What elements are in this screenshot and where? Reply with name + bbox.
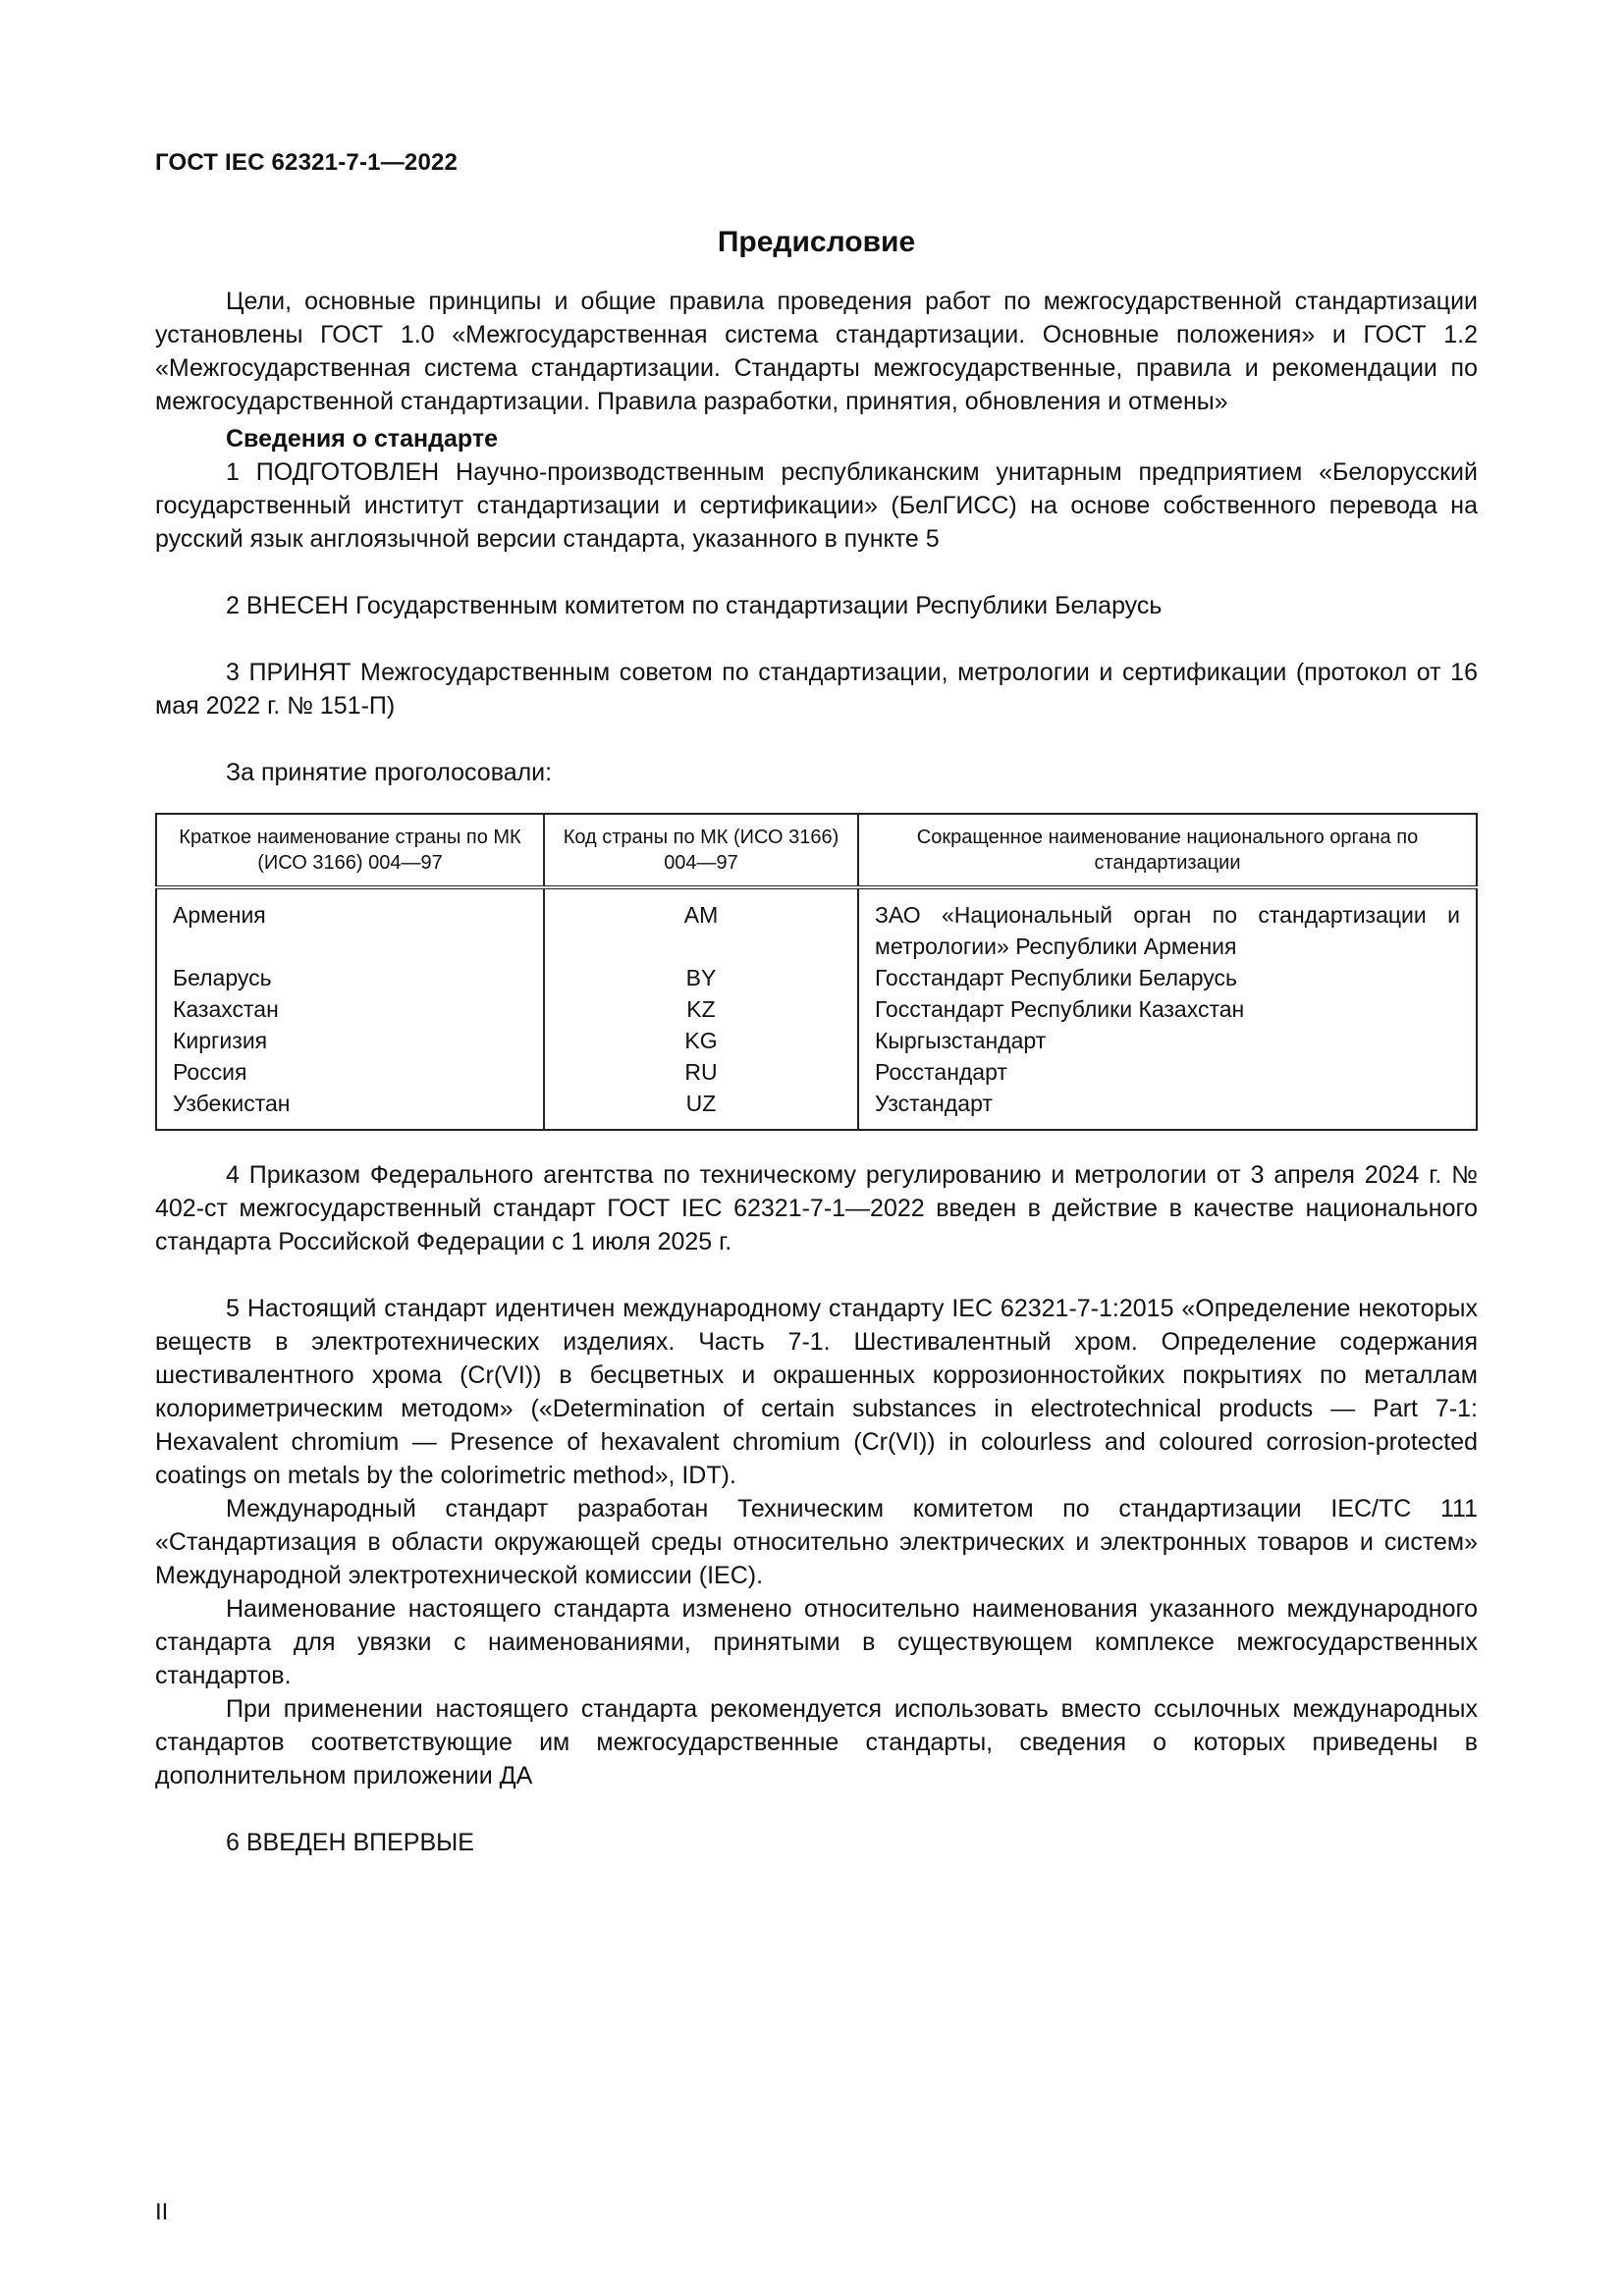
country-code: KG <box>544 1025 858 1056</box>
document-body <box>155 285 1478 1859</box>
header-country-code: Код страны по МК (ИСО 3166) 004—97 <box>544 814 858 887</box>
country-name: Беларусь <box>156 962 544 993</box>
table-header-row <box>156 814 1477 887</box>
item-5-title-change-paragraph: Наименование настоящего стандарта изменено относительно наименования указанного международного стандарта для увязки с наименованиями, принятыми в существующем комплексе межгосударственных стандартов. <box>155 1595 1478 1689</box>
intro-paragraph: Цели, основные принципы и общие правила проведения работ по межгосударственной стандартизации установлены ГОСТ 1.0 «Межгосударственная система стандартизации. Основные положения» и ГОСТ 1.2 «Межгосударственная система стандартизации. Стандарты межгосударственные, правила и рекомендации по межгосударственной стандартизации. Правила разработки, принятия, обновления и отмены» <box>155 288 1478 415</box>
country-name: Казахстан <box>156 993 544 1025</box>
table-row <box>156 993 1477 1025</box>
standards-body: Госстандарт Республики Беларусь <box>858 962 1477 993</box>
item-6-paragraph: 6 ВВЕДЕН ВПЕРВЫЕ <box>226 1829 474 1856</box>
vote-label: За принятие проголосовали: <box>226 759 553 786</box>
country-name: Киргизия <box>156 1025 544 1056</box>
country-name: Узбекистан <box>156 1088 544 1130</box>
country-code: KZ <box>544 993 858 1025</box>
header-standards-body: Сокращенное наименование национального органа по стандартизации <box>858 814 1477 887</box>
item-3-paragraph: 3 ПРИНЯТ Межгосударственным советом по стандартизации, метрологии и сертификации (протокол от 16 мая 2022 г. № 151-П) <box>155 659 1478 720</box>
item-5-committee-paragraph: Международный стандарт разработан Техническим комитетом по стандартизации IEC/TC 111 «Стандартизация в области окружающей среды относительно электрических и электронных товаров и систем» Международной электротехнической комиссии (IEC). <box>155 1495 1478 1589</box>
item-2-paragraph: 2 ВНЕСЕН Государственным комитетом по стандартизации Республики Беларусь <box>226 592 1163 619</box>
country-code: UZ <box>544 1088 858 1130</box>
item-5-references-paragraph: При применении настоящего стандарта рекомендуется использовать вместо ссылочных международных стандартов соответствующие им межгосударственные стандарты, сведения о которых приведены в дополнительном приложении ДА <box>155 1695 1478 1789</box>
document-id-header: ГОСТ IEC 62321-7-1—2022 <box>155 149 459 176</box>
table-row <box>156 1056 1477 1088</box>
table-row <box>156 1088 1477 1130</box>
country-code: AM <box>544 887 858 962</box>
standards-body: Росстандарт <box>858 1056 1477 1088</box>
standards-body: Госстандарт Республики Казахстан <box>858 993 1477 1025</box>
table-row <box>156 887 1477 962</box>
header-country-name: Краткое наименование страны по МК (ИСО 3166) 004—97 <box>156 814 544 887</box>
page-title: Предисловие <box>717 226 916 258</box>
table-row <box>156 1025 1477 1056</box>
country-name: Армения <box>156 887 544 962</box>
standards-body: Кыргызстандарт <box>858 1025 1477 1056</box>
section-subheading: Сведения о стандарте <box>226 425 499 453</box>
table-row <box>156 962 1477 993</box>
item-4-paragraph: 4 Приказом Федерального агентства по техническому регулированию и метрологии от 3 апреля 2024 г. № 402-ст межгосударственный стандарт ГОСТ IEC 62321-7-1—2022 введен в действие в качестве национального стандарта Российской Федерации с 1 июля 2025 г. <box>155 1161 1478 1255</box>
country-code: BY <box>544 962 858 993</box>
page-number: II <box>155 2199 169 2225</box>
standards-body: ЗАО «Национальный орган по стандартизации и метрологии» Республики Армения <box>858 887 1477 962</box>
item-1-paragraph: 1 ПОДГОТОВЛЕН Научно-производственным республиканским унитарным предприятием «Белорусский государственный институт стандартизации и сертификации» (БелГИСС) на основе собственного перевода на русский язык англоязычной версии стандарта, указанного в пункте 5 <box>155 458 1478 553</box>
item-5-paragraph: 5 Настоящий стандарт идентичен международному стандарту IEC 62321-7-1:2015 «Определение некоторых веществ в электротехнических изделиях. Часть 7-1. Шестивалентный хром. Определение содержания шестивалентного хрома (Cr(VI)) в бесцветных и окрашенных коррозионностойких покрытиях по металлам колориметрическим методом» («Determination of certain substances in electrotechnical products — Part 7-1: Hexavalent chromium — Presence of hexavalent chromium (Cr(VI)) in colourless and coloured corrosion-protected coatings on metals by the colorimetric method», IDT). <box>155 1295 1478 1489</box>
voting-countries-table <box>155 813 1478 1131</box>
country-name: Россия <box>156 1056 544 1088</box>
country-code: RU <box>544 1056 858 1088</box>
standards-body: Узстандарт <box>858 1088 1477 1130</box>
